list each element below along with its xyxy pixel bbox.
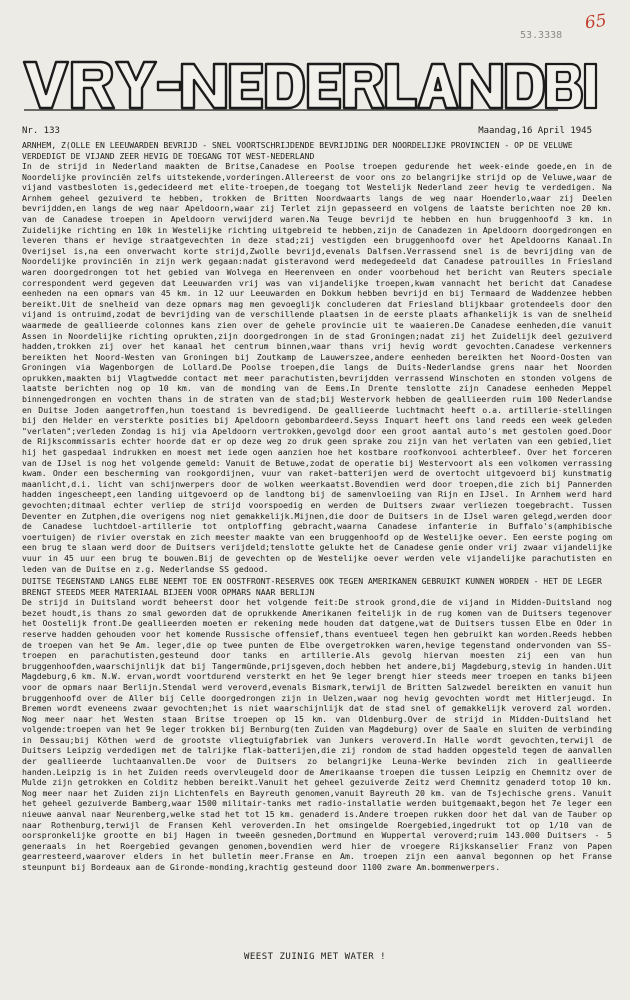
section-heading: DUITSE TEGENSTAND LANGS ELBE NEEMT TOE EN OOSTFRONT-RESERVES OOK TEGEN AMERIKANEN GEBRUIKT KUNNEN WORDEN - HET DE LEGER BRENGT STEEDS MEER MATERIAAL BIJEEN VOOR OPMARS NAAR BERLIJN bbox=[22, 576, 602, 597]
issue-number: Nr. 133 bbox=[22, 126, 60, 136]
handwritten-archive-number: 65 bbox=[583, 10, 608, 34]
issue-date: Maandag,16 April 1945 bbox=[478, 126, 592, 136]
archive-stamp: 53.3338 bbox=[520, 30, 563, 41]
bulletin-content bbox=[22, 140, 612, 875]
issue-meta bbox=[22, 126, 612, 138]
section-body: In de strijd in Nederland maakten de Britse,Canadese en Poolse troepen gedurende het week-einde goede,en in de Noordelijke provinciën zelfs uitstekende,vorderingen.Allereerst de voor ons zo belangrijke strijd op de Veluwe,waar de vijand vastbesloten is,gedecideerd met elite-troepen,de toegang tot Westelijk Nederland zeer hevig te verdedigen. Na Arnhem geheel gezuiverd te hebben, trokken de Britten Noordwaarts langs de weg naar Hoenderlo,waar zij Deelen bevrijdden,en langs de weg naar Apeldoorn,waar zij Terlet zijn gepasseerd en volgens de laatste berichten noe 20 km. van de Canadese troepen in Apeldoorn verwijderd waren.Na Teuge bevrijd te hebben en hun bruggenhoofd 3 km. in Zuidelijke richting en 10k in Westelijke richting uitgebreid te hebben,zijn de Canadezen in Apeldoorn doorgedrongen en leveren thans er hevige straatgevechten in deze stad;zij vestigden een bruggenhoofd over het Apeldoorns Kanaal.In Overijsel is,na een onverwacht korte strijd,Zwolle bevrijd,evenals Dalfsen.Verrassend snel is de bevrijding van de Noordelijke provinciën in zijn werk gegaan:nadat gisteravond werd medegedeeld dat Canadese patrouilles in Friesland waren doorgedrongen tot het gebied van Wolvega en Heerenveen en onder voorbehoud het bericht van Reuters speciale correspondent werd gegeven dat Leeuwarden vrij was van vijandelijke troepen,kwam vannacht het bericht dat Canadese eenheden na een opmars van 45 km. in 12 uur Leeuwarden en Dokkum hebben bevrijd en bij Termaard de Waddenzee hebben bereikt.Uit de snelheid van deze opmars mag men gevoeglijk concluderen dat Friesland blijkbaar grotendeels door den vijand is ontruimd,zodat de bevrijding van de verschillende plaatsen in de eerste plaats afhankelijk is van de snelheid waarmede de geallieerde colonnes kans zien over de gehele provincie uit te waaieren.De Canadese eenheden,die vanuit Assen in Noordelijke richting oprukten,zijn doorgedrongen in de stad Groningen;nadat zij het Zuidelijk deel gezuiverd hadden,trokken zij over het kanaal het centrum binnen,waar thans vrij hevig wordt gevochten.Canadese verkenners bereikten het Noord-Westen van Groningen bij Zoutkamp de Lauwerszee,andere eenheden bereikten het Noord-Oosten van Groningen via Wagenborgen de Lollard.De Poolse troepen,die langs de Duits-Nederlandse grens naar het Noorden oprukken,maakten bij Vlagtwedde contact met meer parachutisten,bevrijdden verrassend Winschoten en stonden volgens de laatste berichten nog op 10 km. van de monding van de Eems.In Drente tenslotte zijn Canadese eenheden Meppel binnengedrongen en vochten thans in de straten van de stad;bij Westervork hebben de geallieerden ruim 100 Nederlandse en Duitse Joden aangetroffen,hun toestand is bevredigend. De geallieerde luchtmacht heeft o.a. artillerie-stellingen bij den Helder en versterkte posities bij Apeldoorn gebombardeerd.Seyss Inquart heeft ons land reeds een week geleden "verlaten";verleden Zondag is hij via Apeldoorn vertrokken,gevolgd door een groot aantal auto's met gestolen goed.Door de Rijkscommissaris echter hoorde dat er op deze weg zo druk geen sprake zou zijn van het verlaten van een gebied,liet hij het gaspedaal indrukken en moest met iede ogen aanzien hoe het kostbare roofkonvooi achterbleef. Over het forceren van de IJsel is nog het volgende gemeld: Vanuit de Betuwe,zodat de operatie bij Westervoort als een volkomen verrassing kwam. Onder een bescherming van rookgordijnen, vuur van raket-batterijen werd de overtocht uitgevoerd bij kunstmatig maanlicht,d.i. licht van schijnwerpers door de wolken weerkaatst.Bovendien werd door troepen,die zich bij Pannerden hadden ingescheept,een landing uitgevoerd op de landtong bij de samenvloeiing van Rijn en IJsel. In Arnhem werd hard gevochten;ditmaal echter verliep de strijd voorspoedig en werden de Duitsers zwaar verliezen toegebracht. Tussen Deventer en Zutphen,die overigens nog niet gemakkelijk.Mijnen,die door de Duitsers in de IJsel waren gelegd,werden door de Canadese luchtdoel-artillerie tot ontploffing gebracht,waarna Canadese infanterie in Buffalo's(amphibische voertuigen) de rivier overstak en zich meester maakte van een bruggenhoofd op de Westelijke oever. Een eerste poging om een brug te slaan werd door de Duitsers verijdeld;tenslotte gelukte het de Canadese genie onder vrij zwaar vijandelijke vuur in 45 uur een brug te bouwen.Bij de gevechten op de Westelijke oever werden vele vijandelijke parachutisten en leden van de Duitse en z.g. Nederlandse SS gedood. bbox=[22, 161, 612, 574]
section-heading: ARNHEM, Z(OLLE EN LEEUWARDEN BEVRIJD - SNEL VOORTSCHRIJDENDE BEVRIJDING DER NOORDELIJKE PROVINCIEN - OP DE VELUWE VERDEDIGT DE VIJAND ZEER HEVIG DE TOEGANG TOT WEST-NEDERLAND bbox=[22, 140, 573, 161]
masthead-logo bbox=[20, 50, 600, 120]
section-body: De strijd in Duitsland wordt beheerst door het volgende feit:De strook grond,die de vijand in Midden-Duitsland nog bezet houdt,is thans zo smal geworden dat de oprukkende Amerikanen feitelijk in de rug komen van de Duitsers tegenover het Oostelijk front.De geallieerden moeten er rekening mede houden dat datgene,wat de Duitsers tussen Elbe en Oder in reserve hadden gehouden voor het komende Russische offensief,thans eventueel tegen hen gebruikt kan worden.Reeds hebben de troepen van het 9e Am. leger,die op twee punten de Elbe overgetrokken waren,hevige tegenstand ondervonden van SS-troepen en parachutisten,gesteund door tanks en artillerie.Als gevolg hiervan moesten zij een van hun bruggenhoofden,waarschijnlijk dat bij Tangermünde,prijsgeven,doch hebben het andere,bij Magdeburg,stevig in handen.Uit Magdeburg,6 km. N.W. ervan,wordt voortdurend versterkt en het 9e leger brengt hier steeds meer troepen en tanks bijeen voor de opmars naar Berlijn.Stendal werd veroverd,evenals Bismark,terwijl de Britten Salzwedel bereikten en vanuit hun bruggenhoofd over de Aller bij Celle doorgedrongen zijn in Uelzen,waar nog hevig gevochten wordt met Hitlerjeugd. In Bremen wordt eveneens zwaar gevochten;het is niet waarschijnlijk dat de stad snel of gemakkelijk veroverd zal worden. Nog meer naar het Westen staan Britse troepen op 15 km. van Oldenburg.Over de strijd in Midden-Duitsland het volgende:troepen van het 9e leger trokken bij Bernburg(ten Zuiden van Magdeburg) over de Saale en sluiten de verbinding in Dessau;bij Köthen werd de grootste vliegtuigfabriek van Junkers veroverd.In Halle wordt gevochten,terwijl de Duitsers Leipzig verdedigen met de talrijke flak-batterijen,die zij rondom de stad hadden opgesteld tegen de aanvallen der geallieerde luchtaanvallen.De voor de Duitsers zo belangrijke Leuna-Werke bevinden zich in geallieerde handen.Leipzig is in het Zuiden reeds overvleugeld door de Amerikaanse troepen die tussen Leipzig en Chemnitz over de Mulde zijn getrokken en Colditz hebben bereikt.Vanuit het geheel gezuiverde Zeitz werd Chemnitz genaderd totop 10 km. Nog meer naar het Zuiden zijn Lichtenfels en Bayreuth genomen,vanuit Bayreuth 20 km. van de Tsjechische grens. Vanuit het geheel gezuiverde Bamberg,waar 1500 militair-tanks met radio-installatie werden buitgemaakt,begon het 7e leger een nieuwe aanval naar Neurenberg,welke stad het tot 15 km. genaderd is.Andere troepen rukken door het dal van de Tauber op naar Rothenburg,terwijl de Fransen Kehl veroverden.In het omsingelde Roergebied,ingedrukt tot op 1/10 van de oorspronkelijke grootte en bij Hagen in tweeën gesneden,Dortmund en Wuppertal veroverd;ruim 143.000 Duitsers - 5 generaals in het Roergebied gevangen genomen,bovendien werd hier de vroegere Rijkskanselier Franz von Papen gearresteerd,waarover elders in het bulletin meer.Franse en Am. troepen zijn een aanval begonnen op het Franse steunpunt bij Bordeaux aan de Gironde-monding,krachtig gesteund door 1100 zware Am.bommenwerpers. bbox=[22, 597, 612, 872]
section-netherlands bbox=[22, 140, 612, 574]
section-germany bbox=[22, 576, 612, 872]
masthead bbox=[20, 50, 600, 120]
footer-note: WEEST ZUINIG MET WATER ! bbox=[243, 952, 387, 962]
